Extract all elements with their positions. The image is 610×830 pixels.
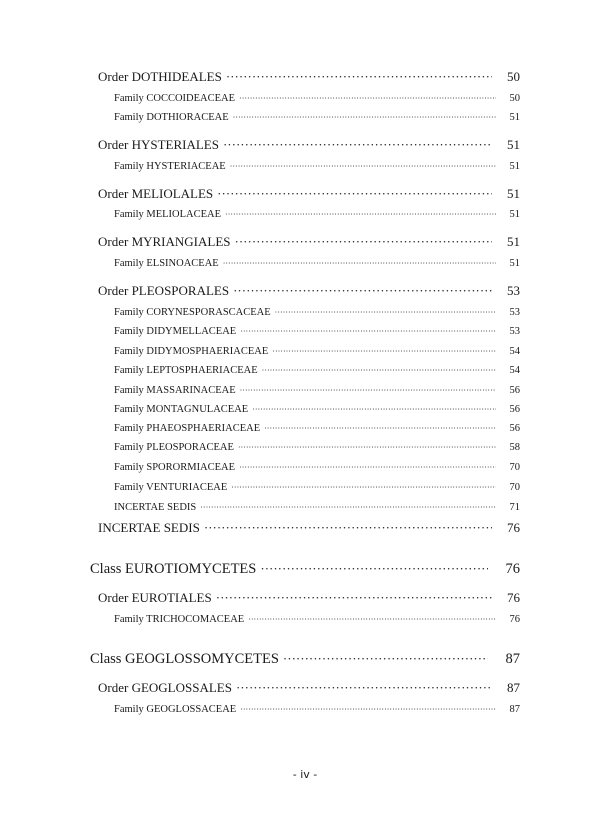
toc-entry-page: 56 <box>509 423 520 434</box>
toc-entry-page: 53 <box>507 283 520 298</box>
toc-entry-family <box>114 93 520 104</box>
toc-entry-family <box>114 442 520 453</box>
toc-entry-page: 87 <box>507 680 520 695</box>
toc-entry-page: 51 <box>507 234 520 249</box>
toc-entry-label: Order HYSTERIALES <box>98 137 219 152</box>
dot-leader <box>233 113 496 122</box>
toc-entry-label: Family GEOGLOSSACEAE <box>114 704 237 715</box>
toc-entry-label: Family DOTHIORACEAE <box>114 112 229 123</box>
toc-entry-page: 50 <box>509 93 520 104</box>
toc-entry-label: Family LEPTOSPHAERIACEAE <box>114 365 258 376</box>
toc-entry-label: INCERTAE SEDIS <box>114 502 197 513</box>
toc-entry-label: Family PLEOSPORACEAE <box>114 442 234 453</box>
dot-leader <box>239 94 496 103</box>
dot-leader <box>216 590 492 606</box>
toc-entry-page: 51 <box>509 112 520 123</box>
toc-entry-family <box>114 209 520 220</box>
dot-leader <box>264 424 496 433</box>
dot-leader <box>240 705 496 714</box>
toc-entry-label: Family MASSARINACEAE <box>114 385 236 396</box>
dot-leader <box>262 366 496 375</box>
toc-entry-family <box>114 161 520 172</box>
toc-entry-family <box>114 462 520 473</box>
toc-entry-family <box>114 614 520 625</box>
toc-entry-label: Family ELSINOACEAE <box>114 258 219 269</box>
dot-leader <box>260 561 488 577</box>
dot-leader <box>204 520 492 536</box>
toc-entry-class <box>90 651 520 668</box>
toc-entry-label: Family MONTAGNULACEAE <box>114 404 249 415</box>
toc-entry-page: 70 <box>509 482 520 493</box>
toc-entry-label: Family CORYNESPORASCACEAE <box>114 307 271 318</box>
toc-entry-order <box>98 69 520 85</box>
toc-entry-page: 54 <box>509 365 520 376</box>
toc-entry-label: Family HYSTERIACEAE <box>114 161 226 172</box>
dot-leader <box>223 259 496 268</box>
toc-entry-page: 87 <box>509 704 520 715</box>
toc-entry-page: 76 <box>507 590 520 605</box>
toc-entry-label: Order GEOGLOSSALES <box>98 680 232 695</box>
toc-entry-page: 53 <box>509 307 520 318</box>
toc-entry-page: 76 <box>507 520 520 535</box>
toc-entry-label: Family COCCOIDEACEAE <box>114 93 236 104</box>
toc-entry-page: 76 <box>505 561 520 577</box>
toc-entry-page: 51 <box>507 137 520 152</box>
dot-leader <box>223 137 492 153</box>
toc-entry-family <box>114 502 520 513</box>
toc-entry-family <box>114 423 520 434</box>
toc-entry-page: 54 <box>509 346 520 357</box>
toc-entry-family <box>114 307 520 318</box>
dot-leader <box>252 405 496 414</box>
toc-entry-label: Order EUROTIALES <box>98 590 212 605</box>
toc-entry-family <box>114 482 520 493</box>
page-number: - iv - <box>292 768 318 781</box>
dot-leader <box>240 327 496 336</box>
toc-entry-order <box>98 283 520 299</box>
dot-leader <box>233 283 492 299</box>
dot-leader <box>230 162 496 171</box>
dot-leader <box>236 680 492 696</box>
toc-entry-order <box>98 680 520 696</box>
toc-entry-label: Order PLEOSPORALES <box>98 283 230 298</box>
toc-entry-page: 71 <box>509 502 520 513</box>
toc-entry-label: Family MELIOLACEAE <box>114 209 222 220</box>
toc-entry-label: Family DIDYMOSPHAERIACEAE <box>114 346 269 357</box>
toc-entry-family <box>114 365 520 376</box>
toc-entry-page: 76 <box>509 614 520 625</box>
toc-entry-order <box>98 137 520 153</box>
toc-entry-page: 56 <box>509 385 520 396</box>
toc-entry-label: Family TRICHOCOMACEAE <box>114 614 245 625</box>
toc-entry-page: 50 <box>507 69 520 84</box>
toc-entry-page: 51 <box>509 209 520 220</box>
toc-entry-label: Order MELIOLALES <box>98 186 214 201</box>
toc-entry-page: 87 <box>505 651 520 667</box>
toc-entry-label: Family PHAEOSPHAERIACEAE <box>114 423 261 434</box>
dot-leader <box>248 615 496 624</box>
dot-leader <box>283 651 488 667</box>
toc-entry-label: INCERTAE SEDIS <box>98 520 200 535</box>
dot-leader <box>239 463 496 472</box>
toc-entry-label: Class GEOGLOSSOMYCETES <box>90 651 279 667</box>
dot-leader <box>275 308 496 317</box>
dot-leader <box>238 443 496 452</box>
toc-entry-order <box>98 186 520 202</box>
toc-entry-page: 56 <box>509 404 520 415</box>
toc-entry-class <box>90 561 520 578</box>
toc-entry-family <box>114 346 520 357</box>
toc-entry-label: Order MYRIANGIALES <box>98 234 231 249</box>
toc-entry-label: Family VENTURIACEAE <box>114 482 228 493</box>
dot-leader <box>235 234 492 250</box>
dot-leader <box>225 210 496 219</box>
toc-entry-order <box>98 590 520 606</box>
dot-leader <box>231 483 496 492</box>
toc-entry-label: Order DOTHIDEALES <box>98 69 222 84</box>
dot-leader <box>240 386 496 395</box>
toc-entry-page: 53 <box>509 326 520 337</box>
dot-leader <box>226 69 492 85</box>
toc-entry-family <box>114 385 520 396</box>
toc-entry-family <box>114 704 520 715</box>
toc-entry-label: Family DIDYMELLACEAE <box>114 326 237 337</box>
dot-leader <box>200 503 496 512</box>
toc-entry-family <box>114 404 520 415</box>
toc-entry-order <box>98 520 520 536</box>
toc-entry-family <box>114 112 520 123</box>
dot-leader <box>272 347 496 356</box>
toc-entry-page: 51 <box>509 258 520 269</box>
toc-entry-page: 70 <box>509 462 520 473</box>
toc-entry-label: Class EUROTIOMYCETES <box>90 561 257 577</box>
toc-entry-page: 51 <box>509 161 520 172</box>
toc-entry-family <box>114 258 520 269</box>
toc-entry-page: 51 <box>507 186 520 201</box>
toc-entry-order <box>98 234 520 250</box>
toc-entry-label: Family SPORORMIACEAE <box>114 462 236 473</box>
dot-leader <box>217 186 492 202</box>
toc-entry-family <box>114 326 520 337</box>
toc-entry-page: 58 <box>509 442 520 453</box>
